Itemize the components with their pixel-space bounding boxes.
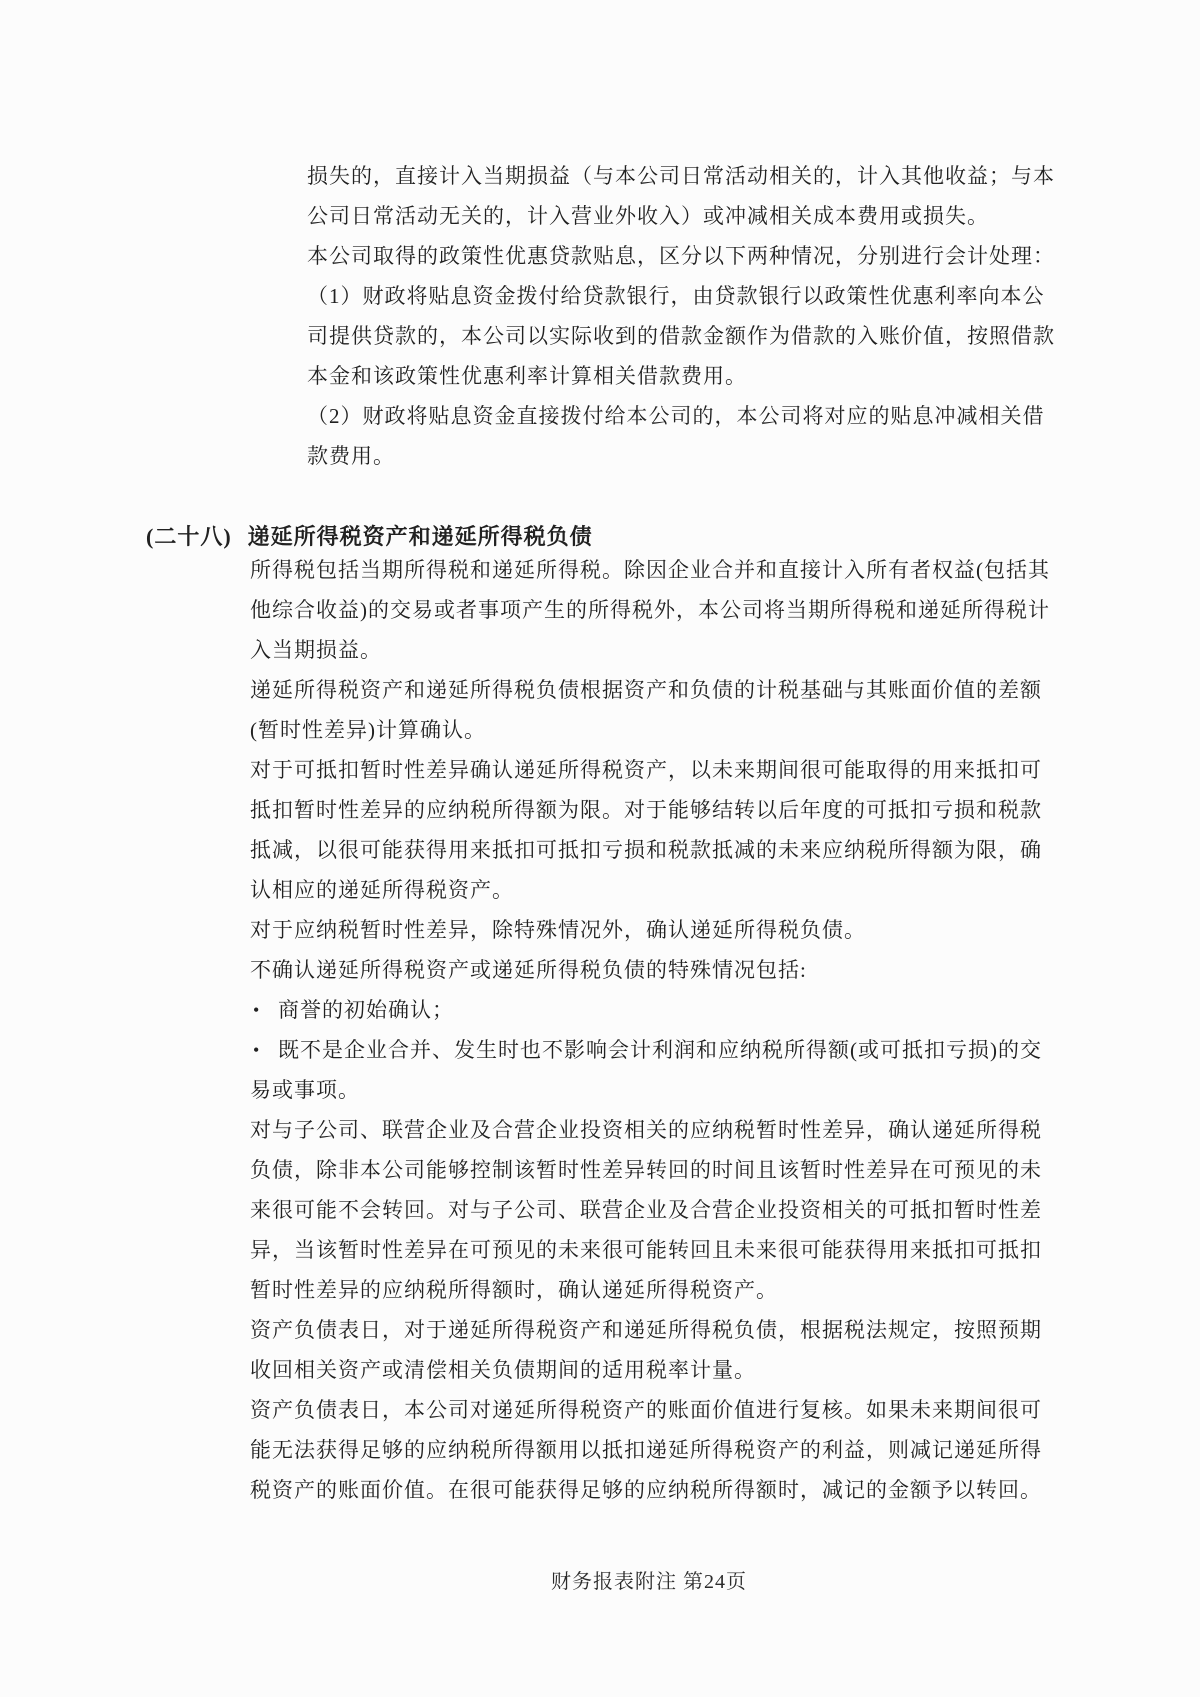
text-line: （2）财政将贴息资金直接拨付给本公司的，本公司将对应的贴息冲减相关借 bbox=[307, 404, 1045, 428]
text-line: 易或事项。 bbox=[250, 1078, 360, 1102]
text-line: 本金和该政策性优惠利率计算相关借款费用。 bbox=[307, 364, 747, 388]
text-line: 所得税包括当期所得税和递延所得税。除因企业合并和直接计入所有者权益(包括其 bbox=[250, 558, 1050, 582]
text-line: 对于可抵扣暂时性差异确认递延所得税资产，以未来期间很可能取得的用来抵扣可 bbox=[250, 758, 1042, 782]
text-line: 负债，除非本公司能够控制该暂时性差异转回的时间且该暂时性差异在可预见的未 bbox=[250, 1158, 1042, 1182]
text-line: 抵扣暂时性差异的应纳税所得额为限。对于能够结转以后年度的可抵扣亏损和税款 bbox=[250, 798, 1042, 822]
section-body bbox=[250, 550, 1050, 1510]
text-line: 对于应纳税暂时性差异，除特殊情况外，确认递延所得税负债。 bbox=[250, 918, 866, 942]
text-line: 异，当该暂时性差异在可预见的未来很可能转回且未来很可能获得用来抵扣可抵扣 bbox=[250, 1238, 1042, 1262]
bullet-item bbox=[250, 1030, 1050, 1110]
text-line: 收回相关资产或清偿相关负债期间的适用税率计量。 bbox=[250, 1358, 756, 1382]
text-line: 能无法获得足够的应纳税所得额用以抵扣递延所得税资产的利益，则减记递延所得 bbox=[250, 1438, 1042, 1462]
paragraph bbox=[250, 1310, 1050, 1390]
text-line: 暂时性差异的应纳税所得额时，确认递延所得税资产。 bbox=[250, 1278, 778, 1302]
text-line: 他综合收益)的交易或者事项产生的所得税外，本公司将当期所得税和递延所得税计 bbox=[250, 598, 1050, 622]
section-number: (二十八) bbox=[146, 524, 232, 549]
text-line: 递延所得税资产和递延所得税负债根据资产和负债的计税基础与其账面价值的差额 bbox=[250, 678, 1042, 702]
paragraph bbox=[250, 670, 1050, 750]
bullet-item bbox=[250, 990, 1050, 1030]
paragraph bbox=[250, 1390, 1050, 1510]
text-line: 资产负债表日，对于递延所得税资产和递延所得税负债，根据税法规定，按照预期 bbox=[250, 1318, 1042, 1342]
section-title: 递延所得税资产和递延所得税负债 bbox=[247, 524, 593, 549]
text-line: 来很可能不会转回。对与子公司、联营企业及合营企业投资相关的可抵扣暂时性差 bbox=[250, 1198, 1042, 1222]
text-line: 司提供贷款的，本公司以实际收到的借款金额作为借款的入账价值，按照借款 bbox=[307, 324, 1055, 348]
text-line: 款费用。 bbox=[307, 444, 395, 468]
text-line: 不确认递延所得税资产或递延所得税负债的特殊情况包括: bbox=[250, 958, 807, 982]
paragraph bbox=[250, 550, 1050, 670]
paragraph bbox=[250, 750, 1050, 910]
text-line: 本公司取得的政策性优惠贷款贴息，区分以下两种情况，分别进行会计处理： bbox=[307, 244, 1055, 268]
bullet-marker: • bbox=[253, 1000, 261, 1020]
page-footer: 财务报表附注 第24页 bbox=[551, 1571, 747, 1593]
text-line bbox=[250, 990, 1050, 1030]
text-line: （1）财政将贴息资金拨付给贷款银行，由贷款银行以政策性优惠利率向本公 bbox=[307, 284, 1045, 308]
continuation-paragraphs bbox=[307, 156, 1055, 476]
text-line: 资产负债表日，本公司对递延所得税资产的账面价值进行复核。如果未来期间很可 bbox=[250, 1398, 1042, 1422]
text-line: 税资产的账面价值。在很可能获得足够的应纳税所得额时，减记的金额予以转回。 bbox=[250, 1478, 1042, 1502]
bullet-text: 既不是企业合并、发生时也不影响会计利润和应纳税所得额(或可抵扣亏损)的交 bbox=[278, 1038, 1042, 1062]
text-line: 损失的，直接计入当期损益（与本公司日常活动相关的，计入其他收益；与本 bbox=[307, 164, 1055, 188]
text-line: 认相应的递延所得税资产。 bbox=[250, 878, 514, 902]
text-line: 入当期损益。 bbox=[250, 638, 382, 662]
text-line bbox=[250, 1030, 1050, 1070]
text-line: 公司日常活动无关的，计入营业外收入）或冲减相关成本费用或损失。 bbox=[307, 204, 989, 228]
text-line: 对与子公司、联营企业及合营企业投资相关的应纳税暂时性差异，确认递延所得税 bbox=[250, 1118, 1042, 1142]
paragraph bbox=[250, 1110, 1050, 1310]
paragraph bbox=[250, 910, 1050, 950]
paragraph bbox=[250, 950, 1050, 990]
bullet-marker: • bbox=[253, 1040, 261, 1060]
text-line: 抵减，以很可能获得用来抵扣可抵扣亏损和税款抵减的未来应纳税所得额为限，确 bbox=[250, 838, 1042, 862]
bullet-text: 商誉的初始确认； bbox=[278, 998, 454, 1022]
text-line: (暂时性差异)计算确认。 bbox=[250, 718, 486, 742]
